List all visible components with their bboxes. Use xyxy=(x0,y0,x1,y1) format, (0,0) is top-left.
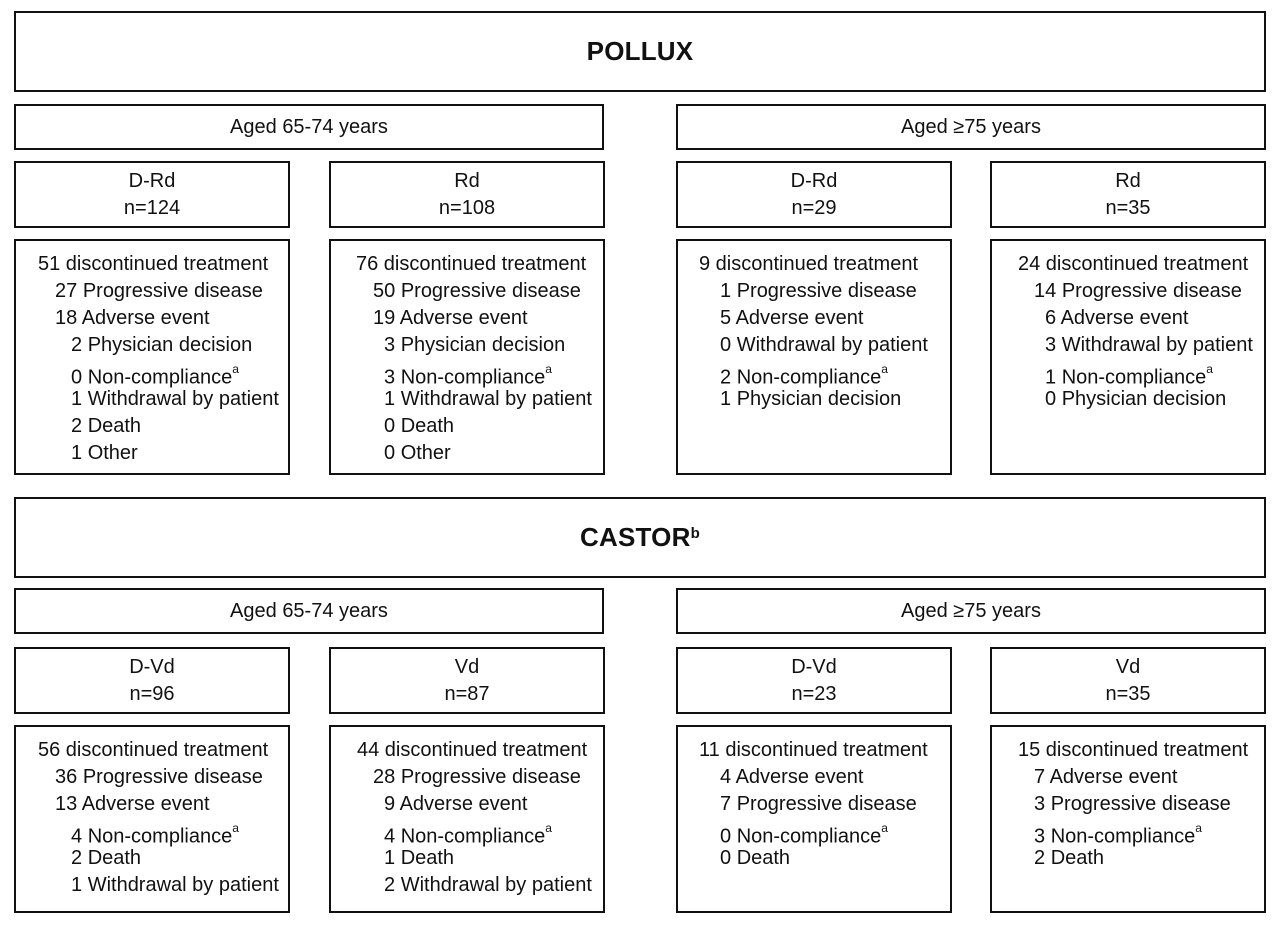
reason-line: 4 Adverse event xyxy=(720,766,864,788)
reason-line: 3 Progressive disease xyxy=(1034,793,1231,815)
castor-detail-dvd-65-74 xyxy=(14,725,290,913)
reason-line: 0 Non-compliance$^a$ xyxy=(720,821,888,848)
arm-n: n=35 xyxy=(1105,682,1151,705)
castor-arm-vd-75-plus xyxy=(990,647,1266,714)
reason-line: 0 Withdrawal by patient xyxy=(720,334,928,356)
discontinued-summary: 51 discontinued treatment xyxy=(38,253,269,275)
reason-line: 50 Progressive disease xyxy=(373,280,581,302)
reason-line: 4 Non-compliance$^a$ xyxy=(384,821,552,848)
castor-arm-dvd-65-74 xyxy=(14,647,290,714)
reason-line: 2 Death xyxy=(71,847,142,869)
reason-line: 27 Progressive disease xyxy=(55,280,263,302)
discontinued-summary: 15 discontinued treatment xyxy=(1018,739,1249,761)
reason-line: 0 Non-compliance$^a$ xyxy=(71,362,239,389)
pollux-detail-rd-75-plus xyxy=(990,239,1266,475)
reason-line: 1 Withdrawal by patient xyxy=(71,388,279,410)
reason-line: 5 Adverse event xyxy=(720,307,864,329)
pollux-arm-drd-75-plus xyxy=(676,161,952,228)
castor-detail-dvd-75-plus xyxy=(676,725,952,913)
pollux-age-65-74-box xyxy=(14,104,604,150)
arm-n: n=35 xyxy=(1105,196,1151,219)
pollux-detail-drd-75-plus xyxy=(676,239,952,475)
castor-title-box xyxy=(14,497,1266,578)
arm-n: n=29 xyxy=(791,196,837,219)
reason-line: 1 Non-compliance$^a$ xyxy=(1045,362,1213,389)
reason-line: 4 Non-compliance$^a$ xyxy=(71,821,239,848)
reason-line: 13 Adverse event xyxy=(55,793,210,815)
age-group-label: Aged 65-74 years xyxy=(230,115,388,138)
reason-line: 28 Progressive disease xyxy=(373,766,581,788)
pollux-arm-drd-65-74 xyxy=(14,161,290,228)
pollux-detail-drd-65-74 xyxy=(14,239,290,475)
reason-line: 14 Progressive disease xyxy=(1034,280,1242,302)
castor-age-75-plus-box xyxy=(676,588,1266,634)
reason-line: 2 Withdrawal by patient xyxy=(384,874,592,896)
reason-line: 2 Physician decision xyxy=(71,334,253,356)
arm-name: Rd xyxy=(454,169,480,192)
arm-n: n=87 xyxy=(444,682,490,705)
reason-line: 3 Non-compliance$^a$ xyxy=(1034,821,1202,848)
reason-line: 7 Adverse event xyxy=(1034,766,1178,788)
reason-line: 2 Death xyxy=(1034,847,1105,869)
reason-line: 0 Other xyxy=(384,442,451,464)
discontinued-summary: 44 discontinued treatment xyxy=(357,739,588,761)
discontinued-summary: 9 discontinued treatment xyxy=(699,253,919,275)
reason-line: 0 Physician decision xyxy=(1045,388,1227,410)
arm-name: Rd xyxy=(1115,169,1141,192)
reason-line: 1 Progressive disease xyxy=(720,280,917,302)
reason-line: 1 Withdrawal by patient xyxy=(71,874,279,896)
discontinued-summary: 76 discontinued treatment xyxy=(356,253,587,275)
reason-line: 19 Adverse event xyxy=(373,307,528,329)
reason-line: 18 Adverse event xyxy=(55,307,210,329)
arm-name: D-Rd xyxy=(128,169,176,192)
age-group-label: Aged ≥75 years xyxy=(901,599,1041,622)
reason-line: 3 Physician decision xyxy=(384,334,566,356)
reason-line: 7 Progressive disease xyxy=(720,793,917,815)
arm-name: Vd xyxy=(1115,655,1141,678)
pollux-arm-rd-75-plus xyxy=(990,161,1266,228)
castor-detail-vd-75-plus xyxy=(990,725,1266,913)
reason-line: 3 Withdrawal by patient xyxy=(1045,334,1253,356)
arm-name: D-Rd xyxy=(790,169,838,192)
reason-line: 1 Withdrawal by patient xyxy=(384,388,592,410)
reason-line: 6 Adverse event xyxy=(1045,307,1189,329)
castor-arm-vd-65-74 xyxy=(329,647,605,714)
reason-line: 1 Other xyxy=(71,442,138,464)
reason-line: 3 Non-compliance$^a$ xyxy=(384,362,552,389)
discontinued-summary: 24 discontinued treatment xyxy=(1018,253,1249,275)
reason-line: 9 Adverse event xyxy=(384,793,528,815)
discontinued-summary: 56 discontinued treatment xyxy=(38,739,269,761)
castor-arm-dvd-75-plus xyxy=(676,647,952,714)
age-group-label: Aged ≥75 years xyxy=(901,115,1041,138)
reason-line: 1 Physician decision xyxy=(720,388,902,410)
pollux-title-box xyxy=(14,11,1266,92)
arm-n: n=124 xyxy=(123,196,181,219)
arm-name: Vd xyxy=(454,655,480,678)
reason-line: 2 Non-compliance$^a$ xyxy=(720,362,888,389)
discontinued-summary: 11 discontinued treatment xyxy=(699,739,928,761)
arm-n: n=23 xyxy=(791,682,837,705)
pollux-arm-rd-65-74 xyxy=(329,161,605,228)
arm-name: D-Vd xyxy=(129,655,175,678)
arm-n: n=96 xyxy=(129,682,175,705)
castor-detail-vd-65-74 xyxy=(329,725,605,913)
reason-line: 0 Death xyxy=(384,415,455,437)
castor-age-65-74-box xyxy=(14,588,604,634)
pollux-age-75-plus-box xyxy=(676,104,1266,150)
study-title: CASTOR xyxy=(580,522,691,552)
reason-line: 2 Death xyxy=(71,415,142,437)
reason-line: 1 Death xyxy=(384,847,455,869)
pollux-detail-rd-65-74 xyxy=(329,239,605,475)
reason-line: 0 Death xyxy=(720,847,791,869)
study-title: POLLUX xyxy=(586,36,694,66)
reason-line: 36 Progressive disease xyxy=(55,766,263,788)
study-title-superscript: b xyxy=(690,525,700,542)
age-group-label: Aged 65-74 years xyxy=(230,599,388,622)
arm-name: D-Vd xyxy=(791,655,837,678)
arm-n: n=108 xyxy=(438,196,496,219)
